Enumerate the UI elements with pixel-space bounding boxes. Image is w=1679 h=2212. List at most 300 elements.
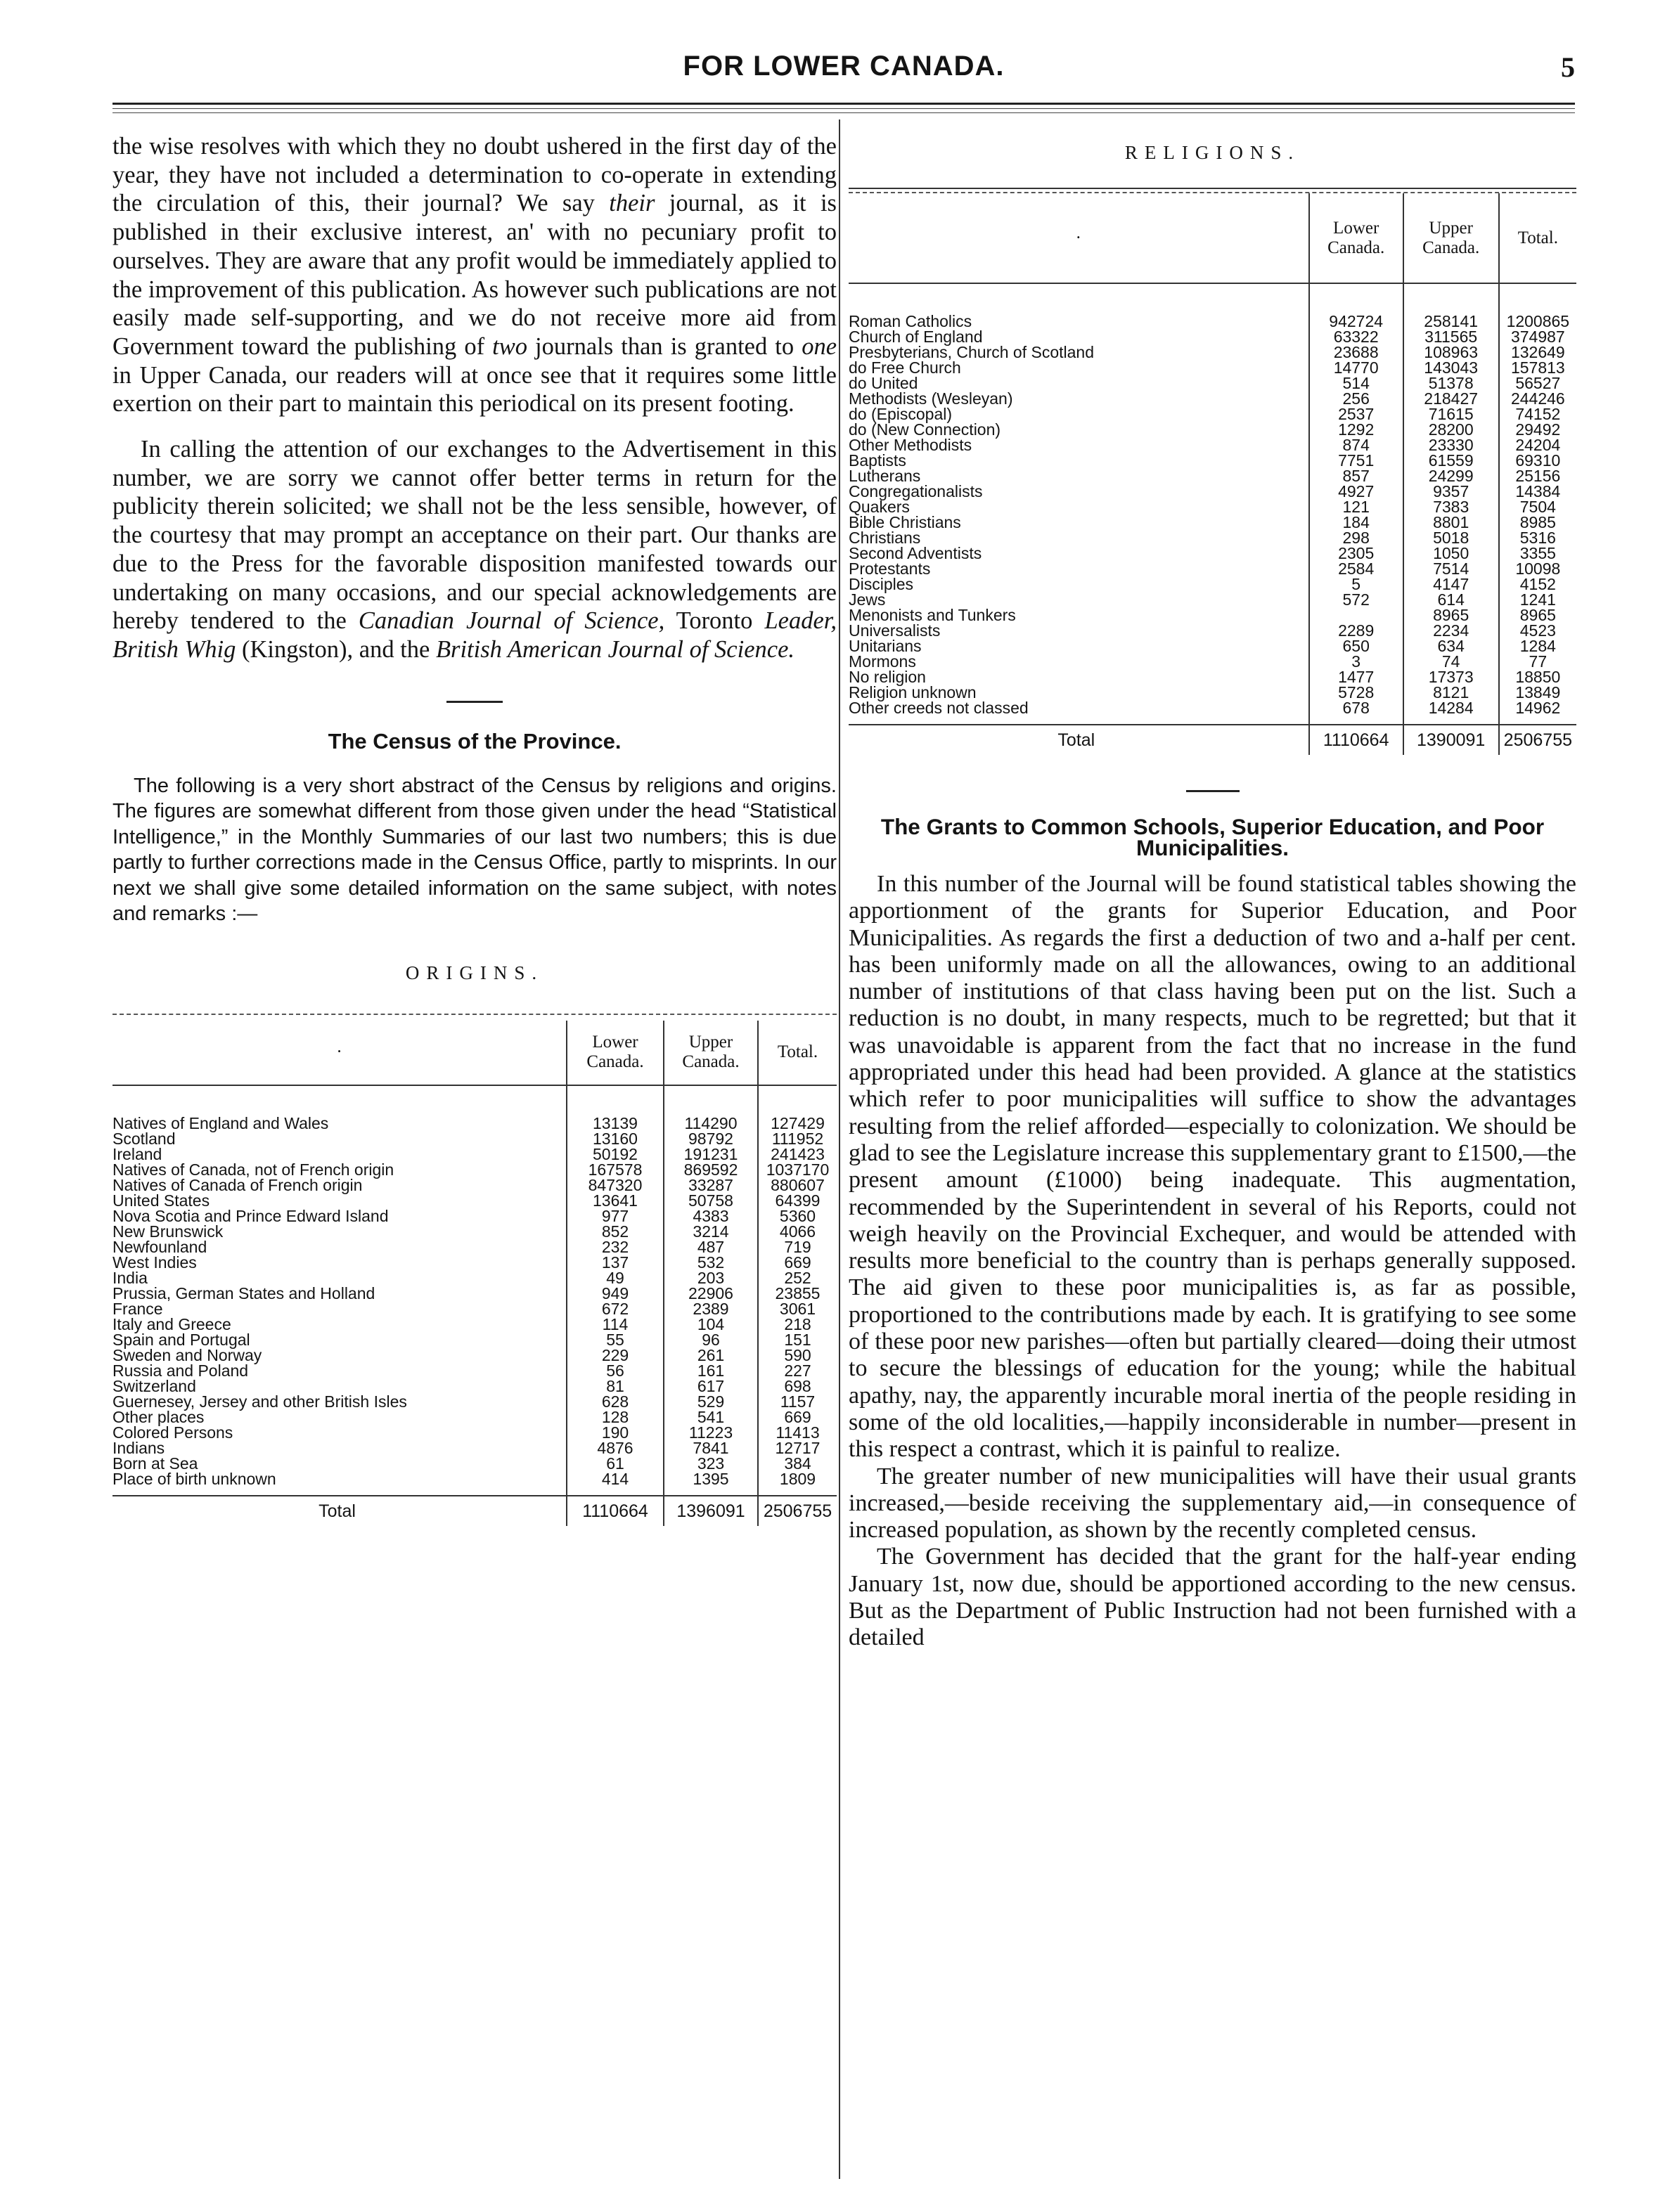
total-value: 5316 [1499, 530, 1576, 545]
census-heading: The Census of the Province. [328, 728, 622, 753]
lower-canada-value: 121 [1309, 499, 1403, 515]
upper-canada-value: 28200 [1403, 422, 1499, 437]
total-value: 1809 [758, 1471, 837, 1496]
total-row [849, 725, 1576, 755]
upper-canada-value: 74 [1403, 654, 1499, 669]
table-row [849, 453, 1576, 468]
upper-canada-value: 22906 [664, 1286, 758, 1301]
total-value: 4066 [758, 1224, 837, 1239]
table-row [112, 1301, 837, 1317]
table-row [849, 329, 1576, 344]
row-label: Quakers [849, 498, 910, 516]
upper-canada-value: 8801 [1403, 515, 1499, 530]
row-label: Italy and Greece [112, 1314, 231, 1333]
row-label: Colored Persons [112, 1423, 233, 1442]
row-label: Newfounland [112, 1237, 207, 1256]
table-row [849, 406, 1576, 422]
row-label: Mormons [849, 652, 916, 671]
table-row [112, 1409, 837, 1425]
row-label: Other creeds not classed [849, 699, 1029, 717]
lower-canada-value: 628 [567, 1394, 664, 1409]
upper-canada-value: 4383 [664, 1208, 758, 1224]
upper-canada-value: 104 [664, 1317, 758, 1332]
upper-canada-value: 617 [664, 1378, 758, 1394]
religions-title: RELIGIONS. [1124, 142, 1301, 163]
emphasis: Leader, British Whig [112, 607, 837, 663]
lower-canada-value: 13160 [567, 1131, 664, 1146]
upper-canada-value: 529 [664, 1394, 758, 1409]
row-label: United States [112, 1191, 210, 1210]
upper-canada-value: 191231 [664, 1146, 758, 1162]
table-row [112, 1471, 837, 1496]
text-run: the wise resolves with which they no doubt ushered in the first day of the year, they have not included a determination to co-operate in extending the circulation of this, their journal? We say [112, 133, 837, 217]
total-row [112, 1496, 837, 1526]
table-row [112, 1317, 837, 1332]
lower-canada-value: 190 [567, 1425, 664, 1440]
table-row [112, 1131, 837, 1146]
lower-canada-value: 49 [567, 1270, 664, 1286]
upper-canada-value: 3214 [664, 1224, 758, 1239]
total-value: 374987 [1499, 329, 1576, 344]
row-label: do (New Connection) [849, 420, 1001, 439]
total-value: 18850 [1499, 669, 1576, 685]
table-row [849, 700, 1576, 725]
lower-canada-value: 949 [567, 1286, 664, 1301]
upper-canada-value: 1050 [1403, 545, 1499, 561]
row-label: Christians [849, 529, 921, 547]
total-value: 4523 [1499, 623, 1576, 638]
total-value: 127429 [758, 1085, 837, 1131]
lower-canada-value: 128 [567, 1409, 664, 1425]
lower-canada-value: 4876 [567, 1440, 664, 1456]
total-value: 10098 [1499, 561, 1576, 576]
table-row [849, 654, 1576, 669]
row-label: Congregationalists [849, 482, 983, 500]
upper-canada-value: 218427 [1403, 391, 1499, 406]
lower-canada-value: 229 [567, 1347, 664, 1363]
emphasis: British American Journal of Science. [435, 635, 795, 663]
upper-canada-value: 1395 [664, 1471, 758, 1496]
table-row [849, 685, 1576, 700]
upper-canada-value: 614 [1403, 592, 1499, 607]
table-row [112, 1363, 837, 1378]
row-label: Place of birth unknown [112, 1469, 276, 1488]
upper-canada-value: 11223 [664, 1425, 758, 1440]
upper-canada-value: 24299 [1403, 468, 1499, 484]
table-row [849, 592, 1576, 607]
right-column [849, 132, 1576, 1652]
row-label: Spain and Portugal [112, 1330, 250, 1349]
row-label: Natives of Canada of French origin [112, 1175, 363, 1194]
running-title: FOR LOWER CANADA. [683, 51, 1005, 82]
row-label: India [112, 1268, 148, 1287]
row-label: Second Adventists [849, 544, 982, 562]
row-label: Methodists (Wesleyan) [849, 389, 1013, 408]
upper-canada-value: 61559 [1403, 453, 1499, 468]
table-row [849, 422, 1576, 437]
grants-paragraph-1: In this number of the Journal will be found statistical tables showing the apportionment of the grants for Superior Education, and Poor Municipalities. As regards the first a deduction of two and a-half per cent. has been uniformly made on all the allowances, owing to an additional number of institutions of that class having been put on the list. Such a reduction is no doubt, in many respects, much to be regretted; but that it was unavoidable is apparent from the fact that no increase in the fund appropriated under this head had been provided. A glance at the statistics which refer to poor municipalities will suffice to show the advantages resulting from the relief afforded—especially to colonization. We should be glad to see the Legislature increase this supplementary grant to £1500,—the present amount (£1000) being inadequate. This augmentation, recommended by the Superintendent in several of his Reports, could not weigh heavily on the Provincial Exchequer, and would be attended with results more beneficial to the country than is perhaps generally supposed. The aid given to these poor municipalities is, as far as possible, proportioned to the contributions made by each. It is gratifying to see some of these poor new parishes—often but partially cleared—doing their utmost to secure the blessings of education for the young; while the habitual apathy, nay, the apparently incurable moral inertia of the people residing in some of the old localities,—happily inconsiderable in number—present in this respect a contrast, which it is painful to realize. [849, 871, 1576, 1463]
total-value: 3355 [1499, 545, 1576, 561]
total-value: 14962 [1499, 700, 1576, 725]
header-rule [112, 103, 1575, 105]
total-label: Total [112, 1496, 567, 1526]
lower-canada-value: 514 [1309, 375, 1403, 391]
left-column [112, 132, 837, 1526]
text-run: in Upper Canada, our readers will at once see that it requires some little exertion on their part to maintain this periodical on its present footing. [112, 361, 837, 418]
row-label: Lutherans [849, 467, 921, 485]
lower-canada-value: 55 [567, 1332, 664, 1347]
row-label: Baptists [849, 451, 906, 470]
table-row [849, 515, 1576, 530]
lower-canada-value: 50192 [567, 1146, 664, 1162]
total-value: 669 [758, 1255, 837, 1270]
upper-canada-value: 14284 [1403, 700, 1499, 725]
page-number: 5 [1561, 51, 1575, 83]
table-row [112, 1286, 837, 1301]
total-value: 3061 [758, 1301, 837, 1317]
lower-canada-value: 56 [567, 1363, 664, 1378]
row-label: Menonists and Tunkers [849, 606, 1016, 624]
table-row [849, 375, 1576, 391]
table-row [849, 638, 1576, 654]
lower-canada-value: 1477 [1309, 669, 1403, 685]
total-value: 1157 [758, 1394, 837, 1409]
lower-canada-value: 2305 [1309, 545, 1403, 561]
total-value: 151 [758, 1332, 837, 1347]
table-row [112, 1193, 837, 1208]
total-value: 74152 [1499, 406, 1576, 422]
lower-canada-value: 5728 [1309, 685, 1403, 700]
upper-canada-value: 17373 [1403, 669, 1499, 685]
table-row [849, 283, 1576, 329]
total-label: Total [849, 725, 1309, 755]
upper-canada-value: 71615 [1403, 406, 1499, 422]
total-value: 880607 [758, 1177, 837, 1193]
lower-canada-value: 137 [567, 1255, 664, 1270]
upper-canada-value: 8121 [1403, 685, 1499, 700]
upper-canada-value: 258141 [1403, 283, 1499, 329]
row-label: Indians [112, 1438, 165, 1457]
row-label: Other places [112, 1407, 205, 1426]
census-intro: The following is a very short abstract of the Census by religions and origins. The figures are somewhat different from those given under the head “Statistical Intelligence,” in the Monthly Summaries of our last two numbers; this is due partly to further corrections made in the Census Office, partly to misprints. In our next we shall give some detailed information on the same subject, with notes and remarks :— [112, 774, 837, 926]
table-row [112, 1456, 837, 1471]
upper-canada-value: 7383 [1403, 499, 1499, 515]
total-value: 69310 [1499, 453, 1576, 468]
row-label: Protestants [849, 560, 931, 578]
row-label: Church of England [849, 328, 983, 346]
table-row [849, 484, 1576, 499]
upper-canada-value: 23330 [1403, 437, 1499, 453]
table-row [849, 437, 1576, 453]
total-value: 29492 [1499, 422, 1576, 437]
table-row [112, 1255, 837, 1270]
lower-canada-value: 256 [1309, 391, 1403, 406]
upper-canada-value: 5018 [1403, 530, 1499, 545]
lower-canada-value [1309, 607, 1403, 623]
table-row [112, 1425, 837, 1440]
upper-canada-value: 323 [664, 1456, 758, 1471]
upper-canada-value: 50758 [664, 1193, 758, 1208]
row-label: West Indies [112, 1253, 197, 1272]
total-value: 7504 [1499, 499, 1576, 515]
lower-canada-value: 2584 [1309, 561, 1403, 576]
text-run: Toronto [664, 607, 765, 635]
header-rule-thin [112, 108, 1575, 109]
table-row [849, 468, 1576, 484]
origins-col-total: Total. [758, 1021, 837, 1085]
origins-header-row [112, 1021, 837, 1085]
text-run: journals than is granted to [527, 332, 802, 360]
table-row [112, 1394, 837, 1409]
text-run: (Kingston), and the [236, 635, 436, 663]
total-value: 227 [758, 1363, 837, 1378]
table-row [849, 623, 1576, 638]
total-value: 1284 [1499, 638, 1576, 654]
origins-table [112, 1021, 837, 1526]
table-row [112, 1224, 837, 1239]
lower-canada-value: 13139 [567, 1085, 664, 1131]
lower-canada-value: 13641 [567, 1193, 664, 1208]
grants-paragraph-2: The greater number of new municipalities will have their usual grants increased,—beside receiving the supplementary aid,—in consequence of increased population, as shown by the recently completed census. [849, 1463, 1576, 1544]
upper-canada-value: 33287 [664, 1177, 758, 1193]
table-row [849, 499, 1576, 515]
table-row [112, 1208, 837, 1224]
upper-canada-value: 203 [664, 1270, 758, 1286]
lower-canada-value: 7751 [1309, 453, 1403, 468]
religions-col-lower: Lower Canada. [1309, 193, 1403, 283]
section-divider [446, 701, 503, 703]
lower-canada-value: 61 [567, 1456, 664, 1471]
row-label: France [112, 1299, 163, 1318]
row-label: Sweden and Norway [112, 1345, 262, 1364]
row-label: Other Methodists [849, 436, 972, 454]
religions-table [849, 193, 1576, 755]
total-value: 1241 [1499, 592, 1576, 607]
row-label: No religion [849, 668, 926, 686]
table-row [112, 1332, 837, 1347]
origins-col-lower: Lower Canada. [567, 1021, 664, 1085]
lower-canada-value: 847320 [567, 1177, 664, 1193]
row-label: Switzerland [112, 1376, 196, 1395]
upper-canada-value: 487 [664, 1239, 758, 1255]
lower-canada-value: 63322 [1309, 329, 1403, 344]
lower-canada-value: 874 [1309, 437, 1403, 453]
total-value: 157813 [1499, 360, 1576, 375]
total-upper: 1390091 [1403, 725, 1499, 755]
row-label: New Brunswick [112, 1222, 224, 1241]
religions-body [849, 283, 1576, 755]
table-row [849, 360, 1576, 375]
row-label: Jews [849, 590, 886, 609]
text-run: journal, as it is published in their exclusive interest, an' with no pecuniary profit to ourselves. They are aware that any profit would be immediately applied to the improvement of this publication. As however such publications are not easily made self-supporting, and we do not receive more aid from Government toward the publishing of [112, 190, 837, 360]
total-total: 2506755 [758, 1496, 837, 1526]
row-label: do Free Church [849, 358, 961, 377]
table-row [849, 545, 1576, 561]
editorial-paragraph-2 [112, 435, 837, 664]
row-label: Natives of Canada, not of French origin [112, 1160, 394, 1179]
upper-canada-value: 8965 [1403, 607, 1499, 623]
total-value: 1037170 [758, 1162, 837, 1177]
row-label: Prussia, German States and Holland [112, 1283, 375, 1302]
lower-canada-value: 678 [1309, 700, 1403, 725]
table-row [849, 530, 1576, 545]
row-label: Unitarians [849, 637, 922, 655]
total-lower: 1110664 [567, 1496, 664, 1526]
page-header [112, 46, 1575, 96]
lower-canada-value: 298 [1309, 530, 1403, 545]
row-label: Ireland [112, 1144, 162, 1163]
upper-canada-value: 311565 [1403, 329, 1499, 344]
upper-canada-value: 114290 [664, 1085, 758, 1131]
origins-title: ORIGINS. [405, 962, 544, 983]
grants-article [849, 871, 1576, 1652]
upper-canada-value: 2234 [1403, 623, 1499, 638]
total-value: 244246 [1499, 391, 1576, 406]
lower-canada-value: 5 [1309, 576, 1403, 592]
lower-canada-value: 167578 [567, 1162, 664, 1177]
row-label: Roman Catholics [849, 312, 972, 330]
lower-canada-value: 977 [567, 1208, 664, 1224]
row-label: Universalists [849, 621, 941, 640]
upper-canada-value: 2389 [664, 1301, 758, 1317]
total-value: 12717 [758, 1440, 837, 1456]
lower-canada-value: 3 [1309, 654, 1403, 669]
row-label: Natives of England and Wales [112, 1113, 329, 1132]
total-value: 56527 [1499, 375, 1576, 391]
table-row [112, 1270, 837, 1286]
lower-canada-value: 672 [567, 1301, 664, 1317]
row-label: Bible Christians [849, 513, 961, 531]
table-row [112, 1146, 837, 1162]
total-upper: 1396091 [664, 1496, 758, 1526]
table-row [849, 607, 1576, 623]
row-label: do United [849, 374, 918, 392]
total-value: 11413 [758, 1425, 837, 1440]
upper-canada-value: 161 [664, 1363, 758, 1378]
religions-col-total: Total. [1499, 193, 1576, 283]
total-value: 218 [758, 1317, 837, 1332]
religions-header-row [849, 193, 1576, 283]
religions-col-upper: Upper Canada. [1403, 193, 1499, 283]
lower-canada-value: 184 [1309, 515, 1403, 530]
total-value: 698 [758, 1378, 837, 1394]
origins-header-blank: · [112, 1021, 567, 1085]
upper-canada-value: 4147 [1403, 576, 1499, 592]
total-value: 14384 [1499, 484, 1576, 499]
grants-heading: The Grants to Common Schools, Superior Education, and Poor Municipalities. [880, 814, 1545, 860]
total-lower: 1110664 [1309, 725, 1403, 755]
upper-canada-value: 96 [664, 1332, 758, 1347]
row-label: Disciples [849, 575, 914, 593]
column-separator [839, 119, 840, 2179]
table-row [112, 1085, 837, 1131]
total-value: 8965 [1499, 607, 1576, 623]
row-label: Religion unknown [849, 683, 977, 701]
table-row [112, 1440, 837, 1456]
upper-canada-value: 98792 [664, 1131, 758, 1146]
upper-canada-value: 634 [1403, 638, 1499, 654]
total-value: 8985 [1499, 515, 1576, 530]
total-value: 4152 [1499, 576, 1576, 592]
grants-paragraph-3: The Government has decided that the grant for the half-year ending January 1st, now due, should be apportioned according to the new census. But as the Department of Public Instruction had not been furnished with a detailed [849, 1544, 1576, 1651]
upper-canada-value: 541 [664, 1409, 758, 1425]
row-label: Nova Scotia and Prince Edward Island [112, 1206, 389, 1225]
lower-canada-value: 942724 [1309, 283, 1403, 329]
table-row [849, 391, 1576, 406]
upper-canada-value: 9357 [1403, 484, 1499, 499]
row-label: Guernesey, Jersey and other British Isles [112, 1392, 407, 1411]
emphasis: Canadian Journal of Science, [358, 607, 665, 635]
header-rule-thin-2 [112, 112, 1575, 113]
total-value: 5360 [758, 1208, 837, 1224]
lower-canada-value: 857 [1309, 468, 1403, 484]
total-value: 132649 [1499, 344, 1576, 360]
total-value: 64399 [758, 1193, 837, 1208]
table-row [112, 1162, 837, 1177]
total-value: 13849 [1499, 685, 1576, 700]
upper-canada-value: 7841 [664, 1440, 758, 1456]
emphasis: their [609, 190, 655, 217]
total-value: 590 [758, 1347, 837, 1363]
lower-canada-value: 81 [567, 1378, 664, 1394]
table-row [112, 1239, 837, 1255]
total-value: 241423 [758, 1146, 837, 1162]
lower-canada-value: 114 [567, 1317, 664, 1332]
total-value: 77 [1499, 654, 1576, 669]
total-value: 252 [758, 1270, 837, 1286]
table-row [849, 576, 1576, 592]
total-value: 669 [758, 1409, 837, 1425]
upper-canada-value: 143043 [1403, 360, 1499, 375]
religions-top-rule [849, 188, 1576, 189]
upper-canada-value: 108963 [1403, 344, 1499, 360]
row-label: do (Episcopal) [849, 405, 953, 423]
upper-canada-value: 261 [664, 1347, 758, 1363]
table-row [112, 1378, 837, 1394]
total-total: 2506755 [1499, 725, 1576, 755]
upper-canada-value: 7514 [1403, 561, 1499, 576]
lower-canada-value: 232 [567, 1239, 664, 1255]
lower-canada-value: 650 [1309, 638, 1403, 654]
religions-header-blank: · [849, 193, 1309, 283]
lower-canada-value: 2537 [1309, 406, 1403, 422]
lower-canada-value: 14770 [1309, 360, 1403, 375]
table-row [849, 561, 1576, 576]
row-label: Born at Sea [112, 1454, 198, 1473]
lower-canada-value: 852 [567, 1224, 664, 1239]
origins-top-rule [112, 1014, 837, 1015]
total-value: 23855 [758, 1286, 837, 1301]
emphasis: two [492, 332, 527, 360]
editorial-paragraph-1 [112, 132, 837, 418]
text-run: In calling the attention of our exchanges to the Advertisement in this number, we are sorry we cannot offer better terms in return for the publicity therein solicited; we shall not be the less sensible, however, of the courtesy that may prompt an acceptance on their part. Our thanks are due to the Press for the favorable disposition manifested towards our undertaking on many occasions, and our special acknowledgements are hereby tendered to the [112, 436, 837, 635]
lower-canada-value: 4927 [1309, 484, 1403, 499]
table-row [112, 1347, 837, 1363]
lower-canada-value: 1292 [1309, 422, 1403, 437]
total-value: 25156 [1499, 468, 1576, 484]
table-row [849, 669, 1576, 685]
row-label: Scotland [112, 1129, 176, 1148]
origins-col-upper: Upper Canada. [664, 1021, 758, 1085]
upper-canada-value: 532 [664, 1255, 758, 1270]
upper-canada-value: 51378 [1403, 375, 1499, 391]
lower-canada-value: 572 [1309, 592, 1403, 607]
lower-canada-value: 23688 [1309, 344, 1403, 360]
row-label: Presbyterians, Church of Scotland [849, 343, 1095, 361]
lower-canada-value: 414 [567, 1471, 664, 1496]
total-value: 1200865 [1499, 283, 1576, 329]
emphasis: one [802, 332, 837, 360]
